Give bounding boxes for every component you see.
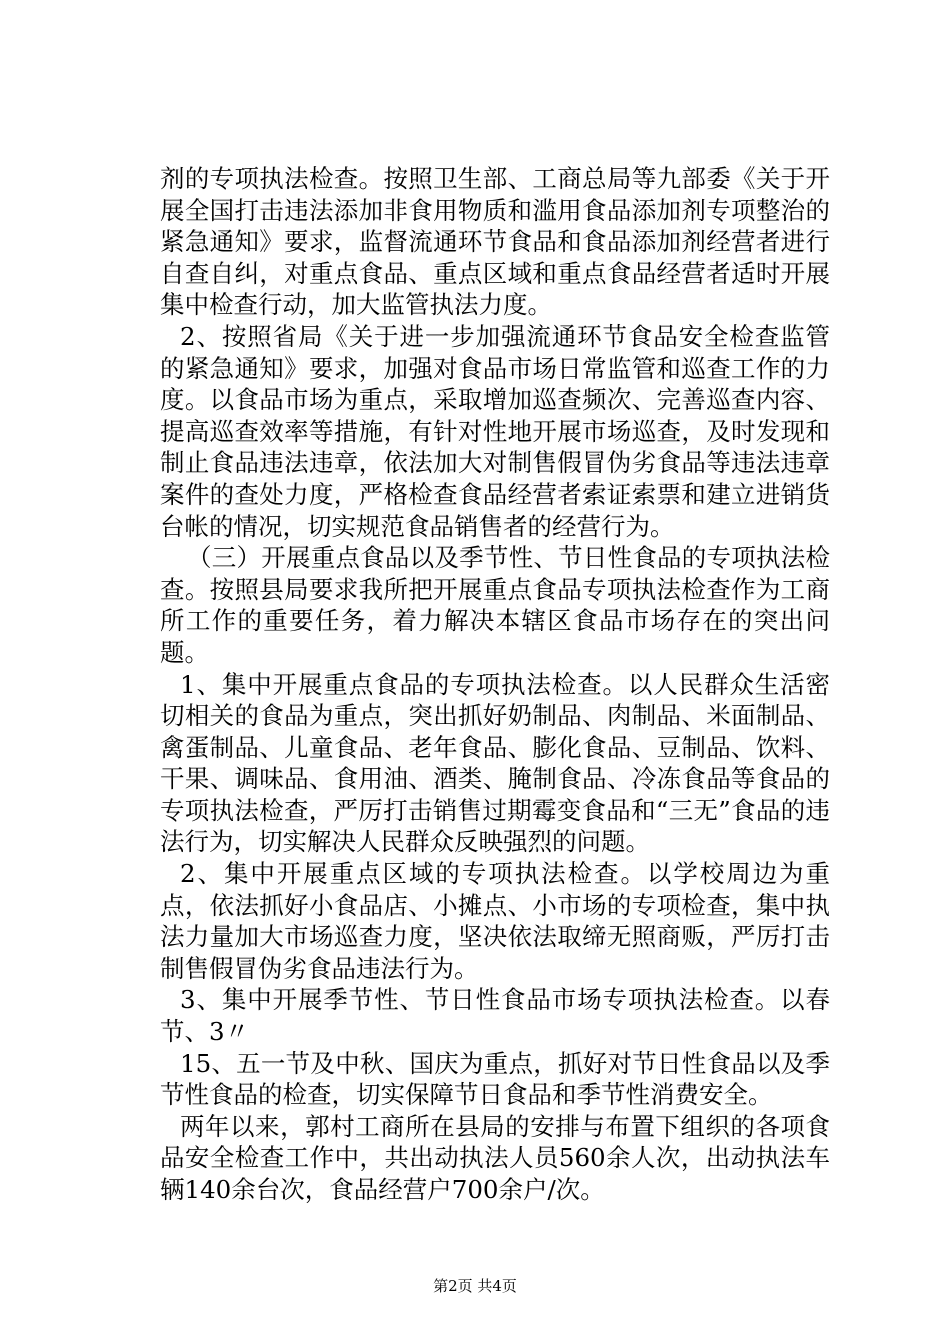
paragraph-8: 两年以来，郭村工商所在县局的安排与布置下组织的各项食品安全检查工作中，共出动执法人员560余人次，出动执法车辆140余台次，食品经营户700余户/次。	[160, 1111, 830, 1204]
paragraph-7: 15、五一节及中秋、国庆为重点，抓好对节日性食品以及季节性食品的检查，切实保障节日食品和季节性消费安全。	[160, 1048, 830, 1110]
page-footer: 第2页 共4页	[433, 1277, 517, 1295]
paragraph-6: 3、集中开展季节性、节日性食品市场专项执法检查。以春节、3〃	[160, 985, 830, 1047]
paragraph-5: 2、集中开展重点区域的专项执法检查。以学校周边为重点，依法抓好小食品店、小摊点、小市场的专项检查，集中执法力量加大市场巡查力度，坚决依法取缔无照商贩，严厉打击制售假冒伪劣食品违法行为。	[160, 859, 830, 983]
paragraph-3: （三）开展重点食品以及季节性、节日性食品的专项执法检查。按照县局要求我所把开展重点食品专项执法检查作为工商所工作的重要任务，着力解决本辖区食品市场存在的突出问题。	[160, 543, 830, 667]
paragraph-4: 1、集中开展重点食品的专项执法检查。以人民群众生活密切相关的食品为重点，突出抓好奶制品、肉制品、米面制品、禽蛋制品、儿童食品、老年食品、膨化食品、豆制品、饮料、干果、调味品、食用油、酒类、腌制食品、冷冻食品等食品的专项执法检查，严厉打击销售过期霉变食品和“三无”食品的违法行为，切实解决人民群众反映强烈的问题。	[160, 669, 830, 857]
paragraph-1: 剂的专项执法检查。按照卫生部、工商总局等九部委《关于开展全国打击违法添加非食用物质和滥用食品添加剂专项整治的紧急通知》要求，监督流通环节食品和食品添加剂经营者进行自查自纠，对重点食品、重点区域和重点食品经营者适时开展集中检查行动，加大监管执法力度。	[160, 164, 830, 320]
document-page	[160, 163, 830, 1206]
paragraph-2: 2、按照省局《关于进一步加强流通环节食品安全检查监管的紧急通知》要求，加强对食品市场日常监管和巡查工作的力度。以食品市场为重点，采取增加巡查频次、完善巡查内容、提高巡查效率等措施，有针对性地开展市场巡查，及时发现和制止食品违法违章，依法加大对制售假冒伪劣食品等违法违章案件的查处力度，严格检查食品经营者索证索票和建立进销货台帐的情况，切实规范食品销售者的经营行为。	[160, 321, 830, 541]
